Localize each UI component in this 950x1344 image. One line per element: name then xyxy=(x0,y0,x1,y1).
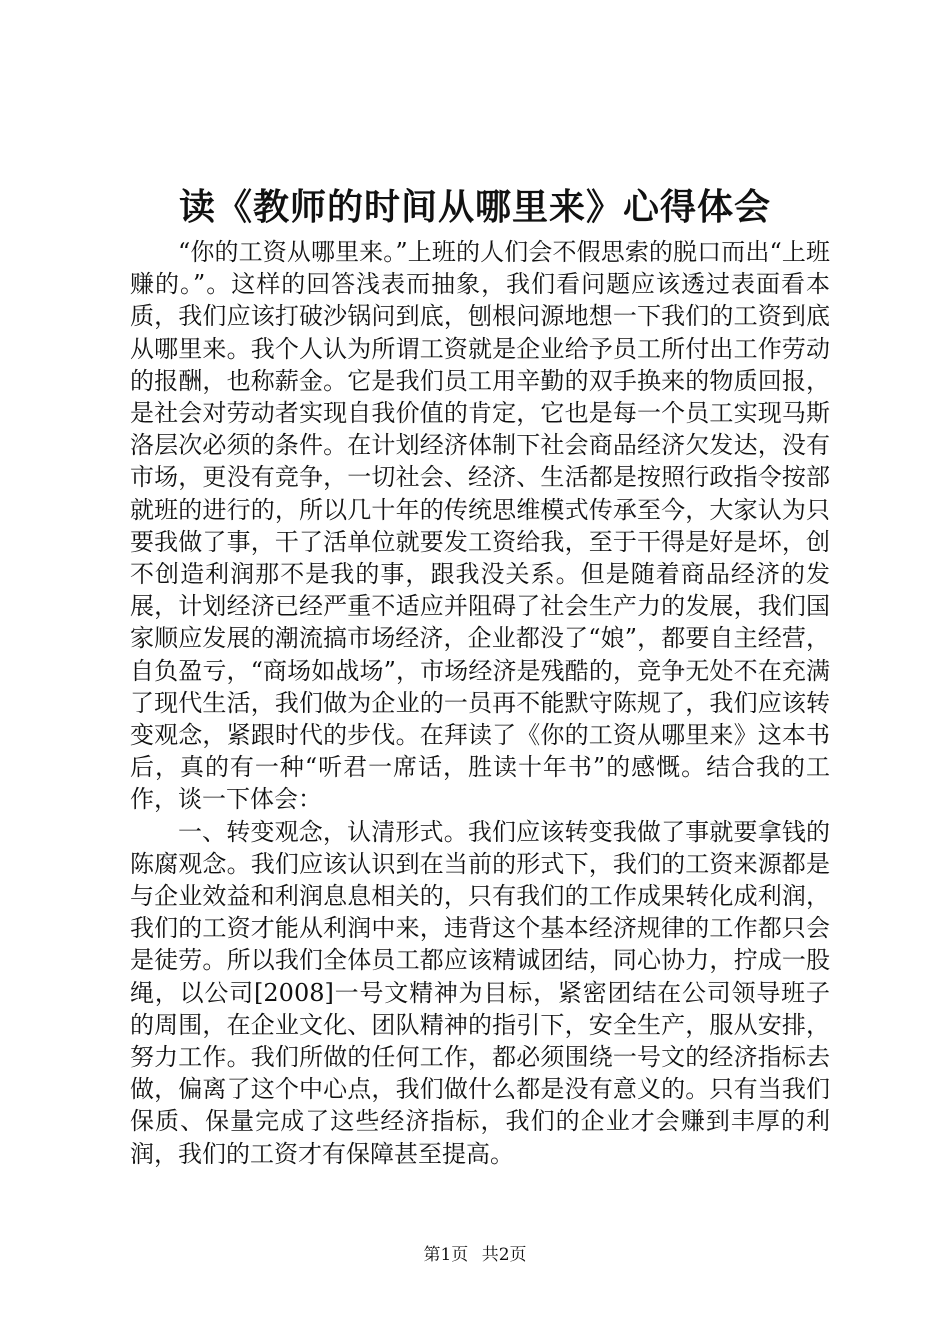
page-footer xyxy=(0,1244,950,1266)
page-total: 共2页 xyxy=(481,1245,527,1265)
page-number: 第1页 xyxy=(423,1245,469,1265)
paragraph-intro: “你的工资从哪里来。”上班的人们会不假思索的脱口而出“上班赚的。”。这样的回答浅表而抽象，我们看问题应该透过表面看本质，我们应该打破沙锅问到底，刨根问源地想一下我们的工资到底从哪里来。我个人认为所谓工资就是企业给予员工所付出工作劳动的报酬，也称薪金。它是我们员工用辛勤的双手换来的物质回报，是社会对劳动者实现自我价值的肯定，它也是每一个员工实现马斯洛层次必须的条件。在计划经济体制下社会商品经济欠发达，没有市场，更没有竞争，一切社会、经济、生活都是按照行政指令按部就班的进行的，所以几十年的传统思维模式传承至今，大家认为只要我做了事，干了活单位就要发工资给我，至于干得是好是坏，创不创造利润那不是我的事，跟我没关系。但是随着商品经济的发展，计划经济已经严重不适应并阻碍了社会生产力的发展，我们国家顺应发展的潮流搞市场经济，企业都没了“娘”，都要自主经营，自负盈亏，“商场如战场”，市场经济是残酷的，竞争无处不在充满了现代生活，我们做为企业的一员再不能默守陈规了，我们应该转变观念，紧跟时代的步伐。在拜读了《你的工资从哪里来》这本书后，真的有一种“听君一席话，胜读十年书”的感慨。结合我的工作，谈一下体会： xyxy=(130,238,830,814)
document-body xyxy=(130,236,830,1170)
paragraph-section-one: 一、转变观念，认清形式。我们应该转变我做了事就要拿钱的陈腐观念。我们应该认识到在当前的形式下，我们的工资来源都是与企业效益和利润息息相关的，只有我们的工作成果转化成利润，我们的工资才能从利润中来，违背这个基本经济规律的工作都只会是徒劳。所以我们全体员工都应该精诚团结，同心协力，拧成一股绳，以公司[2008]一号文精神为目标，紧密团结在公司领导班子的周围，在企业文化、团队精神的指引下，安全生产，服从安排，努力工作。我们所做的任何工作，都必须围绕一号文的经济指标去做，偏离了这个中心点，我们做什么都是没有意义的。只有当我们保质、保量完成了这些经济指标，我们的企业才会赚到丰厚的利润，我们的工资才有保障甚至提高。 xyxy=(130,817,830,1168)
document-title: 读《教师的时间从哪里来》心得体会 xyxy=(178,187,771,228)
